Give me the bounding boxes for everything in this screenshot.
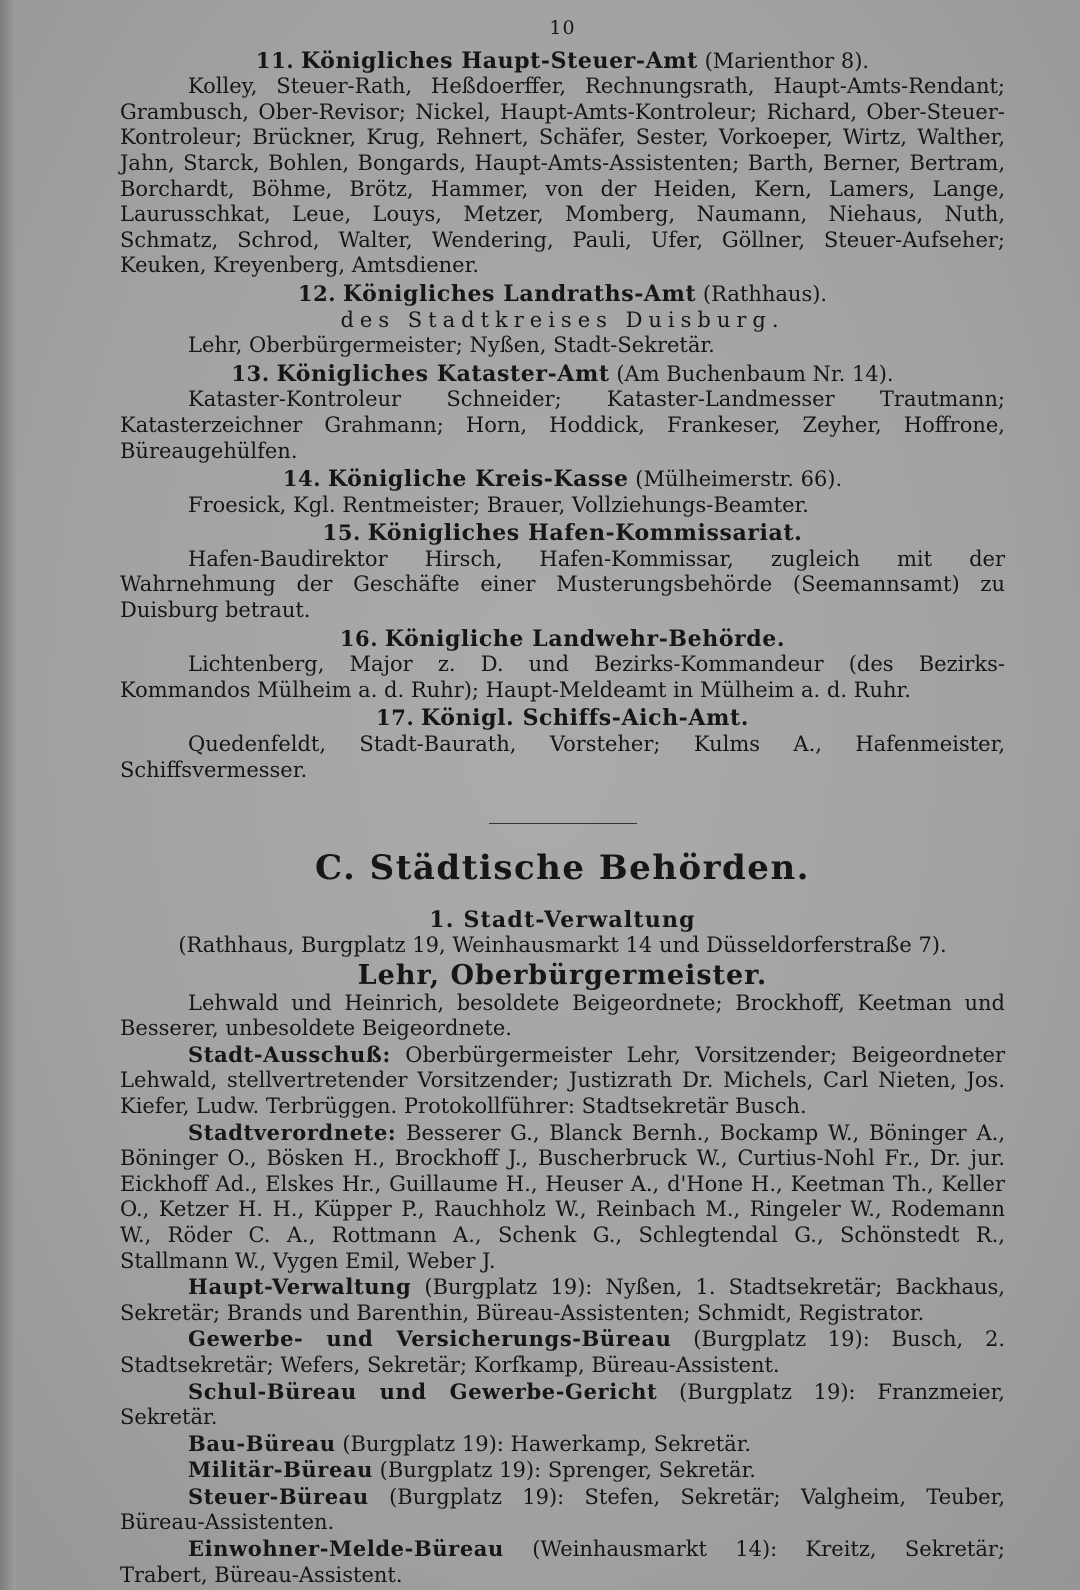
entry-text: (Burgplatz 19): Hawerkamp, Sekretär. [342, 1431, 752, 1456]
agency-location: (Am Buchenbaum Nr. 14). [616, 361, 894, 386]
entry-militaer-bureau [120, 1457, 1005, 1484]
entry-label: Stadtverordnete: [188, 1119, 397, 1145]
agency-text-11: Kolley, Steuer-Rath, Heßdoerffer, Rechnungsrath, Haupt-Amts-Rendant; Grambusch, Ober-Revisor; Nickel, Haupt-Amts-Kontroleur; Richard, Ober-Steuer-Kontroleur; Brückner, Krug, Rehnert, Schäfer, Sester, Vorkoeper, Wirtz, Walther, Jahn, Starck, Bohlen, Bongards, Haupt-Amts-Assistenten; Barth, Berner, Bertram, Borchardt, Böhme, Brötz, Hammer, von der Heiden, Kern, Lamers, Lange, Laurusschkat, Leue, Louys, Metzer, Momberg, Naumann, Niehaus, Nuth, Schmatz, Schrod, Walter, Wendering, Pauli, Ufer, Göllner, Steuer-Aufseher; Keuken, Kreyenberg, Amtsdiener. [120, 74, 1005, 278]
entry-schul-bureau [120, 1379, 1005, 1431]
entry-einwohner-melde-bureau [120, 1536, 1005, 1588]
agency-heading-14: 14. Königliche Kreis-Kasse (Mülheimerstr. 66). [282, 466, 843, 493]
agency-text-14: Froesick, Kgl. Rentmeister; Brauer, Vollziehungs-Beamter. [188, 492, 809, 517]
section-title: C. Städtische Behörden. [315, 848, 810, 889]
entry-label: Schul-Büreau und Gewerbe-Gericht [188, 1378, 658, 1404]
entry-label: Militär-Büreau [188, 1457, 373, 1483]
agency-location: (Rathhaus). [702, 281, 828, 306]
agency-title: Königliche Landwehr-Behörde. [384, 625, 786, 652]
entry-label: Einwohner-Melde-Büreau [188, 1536, 504, 1562]
entry-gewerbe-bureau [120, 1326, 1005, 1378]
entry-stadt-ausschuss [120, 1042, 1005, 1120]
agency-heading-15: 15. Königliches Hafen-Kommissariat. [322, 520, 803, 547]
agency-title: Königliches Hafen-Kommissariat. [367, 520, 803, 547]
agency-heading-11: 11. Königliches Haupt-Steuer-Amt (Marienthor 8). [255, 47, 870, 74]
agency-title: Königliches Haupt-Steuer-Amt [300, 47, 698, 74]
section-divider [489, 823, 637, 824]
entry-label: Haupt-Verwaltung [188, 1274, 412, 1300]
agency-heading-12: 12. Königliches Landraths-Amt (Rathhaus). [297, 280, 828, 307]
agency-title: Königliches Kataster-Amt [276, 360, 610, 387]
agency-text-17: Quedenfeldt, Stadt-Baurath, Vorsteher; Kulms A., Hafenmeister, Schiffsvermesser. [120, 732, 1005, 782]
agency-text-16: Lichtenberg, Major z. D. und Bezirks-Kommandeur (des Bezirks-Kommandos Mülheim a. d. Ruhr); Haupt-Meldeamt in Mülheim a. d. Ruhr. [120, 652, 1005, 702]
agency-title: Königl. Schiffs-Aich-Amt. [421, 705, 749, 732]
agency-heading-13: 13. Königliches Kataster-Amt (Am Buchenbaum Nr. 14). [231, 360, 894, 387]
entry-text: (Burgplatz 19): Franzmeier, Sekretär. [120, 1379, 1005, 1430]
agency-location: (Marienthor 8). [704, 48, 870, 73]
agency-text-15: Hafen-Baudirektor Hirsch, Hafen-Kommissar, zugleich mit der Wahrnehmung der Geschäfte einer Musterungsbehörde (Seemannsamt) zu Duisburg betraut. [120, 546, 1005, 623]
mayor-heading: Lehr, Oberbürgermeister. [357, 960, 768, 991]
agency-subtitle-12: des Stadtkreises Duisburg. [340, 307, 785, 332]
entry-text: Besserer G., Blanck Bernh., Bockamp W., Böninger A., Böninger O., Bösken H., Brockhoff J., Buscherbruck W., Curtius-Nohl Fr., Dr. jur. Eickhoff Ad., Elskes Hr., Guillaume H., Heuser A., d'Hone H., Keetman Th., Keller O., Ketzer H. H., Küpper P., Rauchholz W., Reinbach M., Ringeler W., Rodemann W., Röder C. A., Rottmann A., Schenk G., Schlegtendal G., Schönstedt R., Stallmann W., Vygen Emil, Weber J. [120, 1120, 1005, 1273]
agency-title: Königliches Landraths-Amt [342, 280, 697, 307]
entry-bau-bureau [120, 1431, 1005, 1458]
entry-label: Stadt-Ausschuß: [188, 1041, 391, 1067]
agency-heading-16: 16. Königliche Landwehr-Behörde. [339, 625, 786, 652]
book-spine-shadow [0, 0, 16, 1590]
entry-text: (Burgplatz 19): Sprenger, Sekretär. [379, 1458, 756, 1483]
agency-text-13: Kataster-Kontroleur Schneider; Kataster-Landmesser Trautmann; Katasterzeichner Grahmann; Horn, Hoddick, Frankeser, Zeyher, Hoffrone, Büreaugehülfen. [120, 387, 1005, 463]
entry-label: Steuer-Büreau [188, 1483, 369, 1509]
entry-stadtverordnete [120, 1120, 1005, 1275]
entry-text: (Weinhausmarkt 14): Kreitz, Sekretär; Trabert, Büreau-Assistent. [120, 1537, 1005, 1587]
entry-text: (Burgplatz 19): Stefen, Sekretär; Valgheim, Teuber, Büreau-Assistenten. [120, 1484, 1005, 1535]
subsection-title: Stadt-Verwaltung [463, 906, 696, 933]
entry-steuer-bureau [120, 1484, 1005, 1536]
page-content [120, 16, 1005, 1588]
entry-text: (Burgplatz 19): Busch, 2. Stadtsekretär; Wefers, Sekretär; Korfkamp, Büreau-Assistent. [120, 1327, 1005, 1377]
entry-text: (Burgplatz 19): Nyßen, 1. Stadtsekretär; Backhaus, Sekretär; Brands und Barenthin, Büreau-Assistenten; Schmidt, Registrator. [120, 1275, 1005, 1325]
entry-haupt-verwaltung [120, 1274, 1005, 1326]
entry-label: Bau-Büreau [188, 1430, 336, 1456]
agency-location: (Mülheimerstr. 66). [635, 467, 843, 492]
subsection-heading: 1. Stadt-Verwaltung [429, 906, 696, 933]
agency-title: Königliche Kreis-Kasse [327, 466, 629, 493]
page-number: 10 [549, 17, 576, 39]
agency-heading-17: 17. Königl. Schiffs-Aich-Amt. [376, 705, 749, 732]
entry-text: Oberbürgermeister Lehr, Vorsitzender; Beigeordneter Lehwald, stellvertretender Vorsitzender; Justizrath Dr. Michels, Carl Nieten, Jos. Kiefer, Ludw. Terbrüggen. Protokollführer: Stadtsekretär Busch. [120, 1042, 1005, 1118]
deputies-text: Lehwald und Heinrich, besoldete Beigeordnete; Brockhoff, Keetman und Besserer, unbesoldete Beigeordnete. [120, 990, 1005, 1041]
entry-label: Gewerbe- und Versicherungs-Büreau [188, 1326, 672, 1352]
agency-text-12: Lehr, Oberbürgermeister; Nyßen, Stadt-Sekretär. [188, 333, 715, 358]
subsection-location: (Rathhaus, Burgplatz 19, Weinhausmarkt 14 und Düsseldorferstraße 7). [178, 933, 947, 958]
